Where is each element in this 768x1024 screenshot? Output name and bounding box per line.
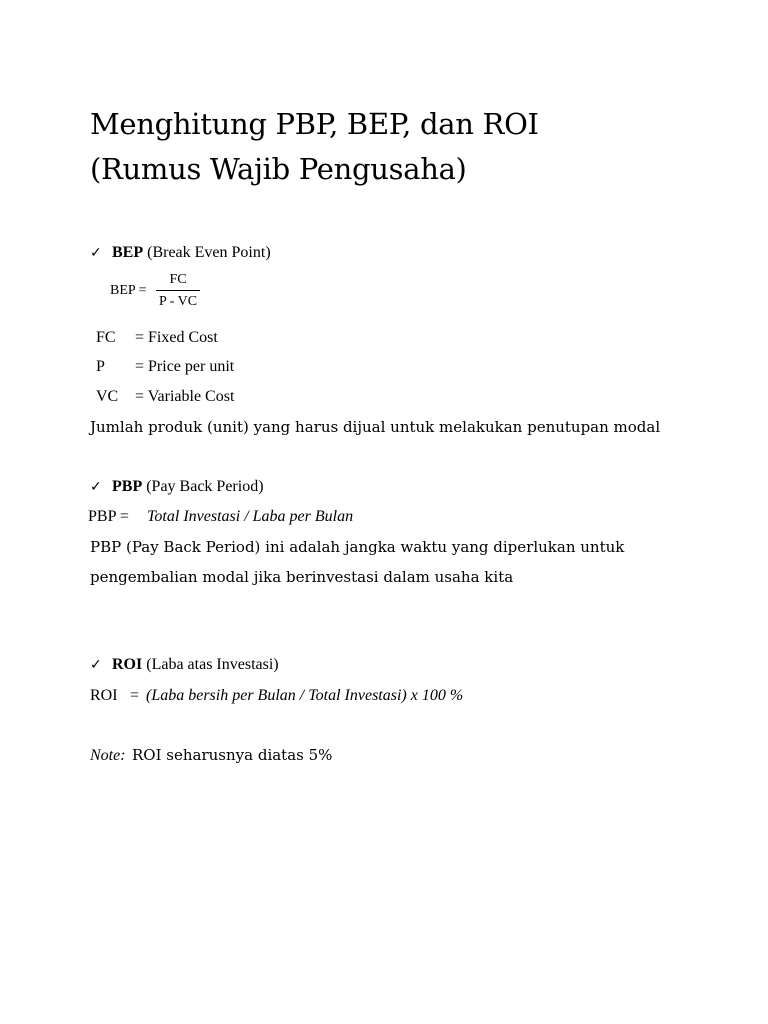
bep-desc: (Break Even Point): [147, 244, 271, 261]
pbp-explanation-line-2: pengembalian modal jika berinvestasi dalam usaha kita: [90, 568, 514, 586]
roi-heading: [112, 657, 279, 673]
bep-heading: [112, 245, 271, 261]
roi-label: ROI: [112, 656, 143, 673]
legend-symbol-p: P: [96, 358, 105, 375]
legend-def-vc: = Variable Cost: [135, 388, 235, 405]
pbp-formula-lhs: PBP =: [88, 508, 129, 525]
legend-def-fc: = Fixed Cost: [135, 329, 218, 346]
pbp-explanation-line-1: PBP (Pay Back Period) ini adalah jangka waktu yang diperlukan untuk: [90, 538, 625, 556]
roi-formula-lhs: ROI: [90, 687, 118, 704]
roi-formula-eq: =: [130, 687, 140, 704]
fraction-bar: [156, 290, 200, 291]
legend-def-p: = Price per unit: [135, 358, 235, 375]
pbp-label: PBP: [112, 478, 143, 495]
bep-formula-numerator: FC: [169, 272, 187, 287]
pbp-desc: (Pay Back Period): [146, 478, 264, 495]
bep-label: BEP: [112, 244, 144, 261]
note-label: Note:: [90, 747, 126, 764]
roi-formula-rhs: (Laba bersih per Bulan / Total Investasi) x 100 %: [146, 687, 464, 704]
bep-explanation: Jumlah produk (unit) yang harus dijual untuk melakukan penutupan modal: [90, 418, 661, 436]
roi-desc: (Laba atas Investasi): [146, 656, 279, 673]
title-line-2: (Rumus Wajib Pengusaha): [90, 152, 467, 186]
bep-formula-lhs: BEP =: [110, 283, 147, 298]
legend-symbol-fc: FC: [96, 329, 116, 346]
note-text: ROI seharusnya diatas 5%: [132, 746, 333, 764]
title-line-1: Menghitung PBP, BEP, dan ROI: [90, 107, 539, 141]
check-icon: ✓: [90, 479, 102, 495]
bep-formula-denominator: P - VC: [158, 294, 198, 309]
legend-symbol-vc: VC: [96, 388, 119, 405]
check-icon: ✓: [90, 245, 102, 261]
bep-formula: [110, 271, 202, 311]
pbp-formula-rhs: Total Investasi / Laba per Bulan: [147, 508, 354, 525]
pbp-heading: [112, 479, 264, 495]
check-icon: ✓: [90, 657, 102, 673]
